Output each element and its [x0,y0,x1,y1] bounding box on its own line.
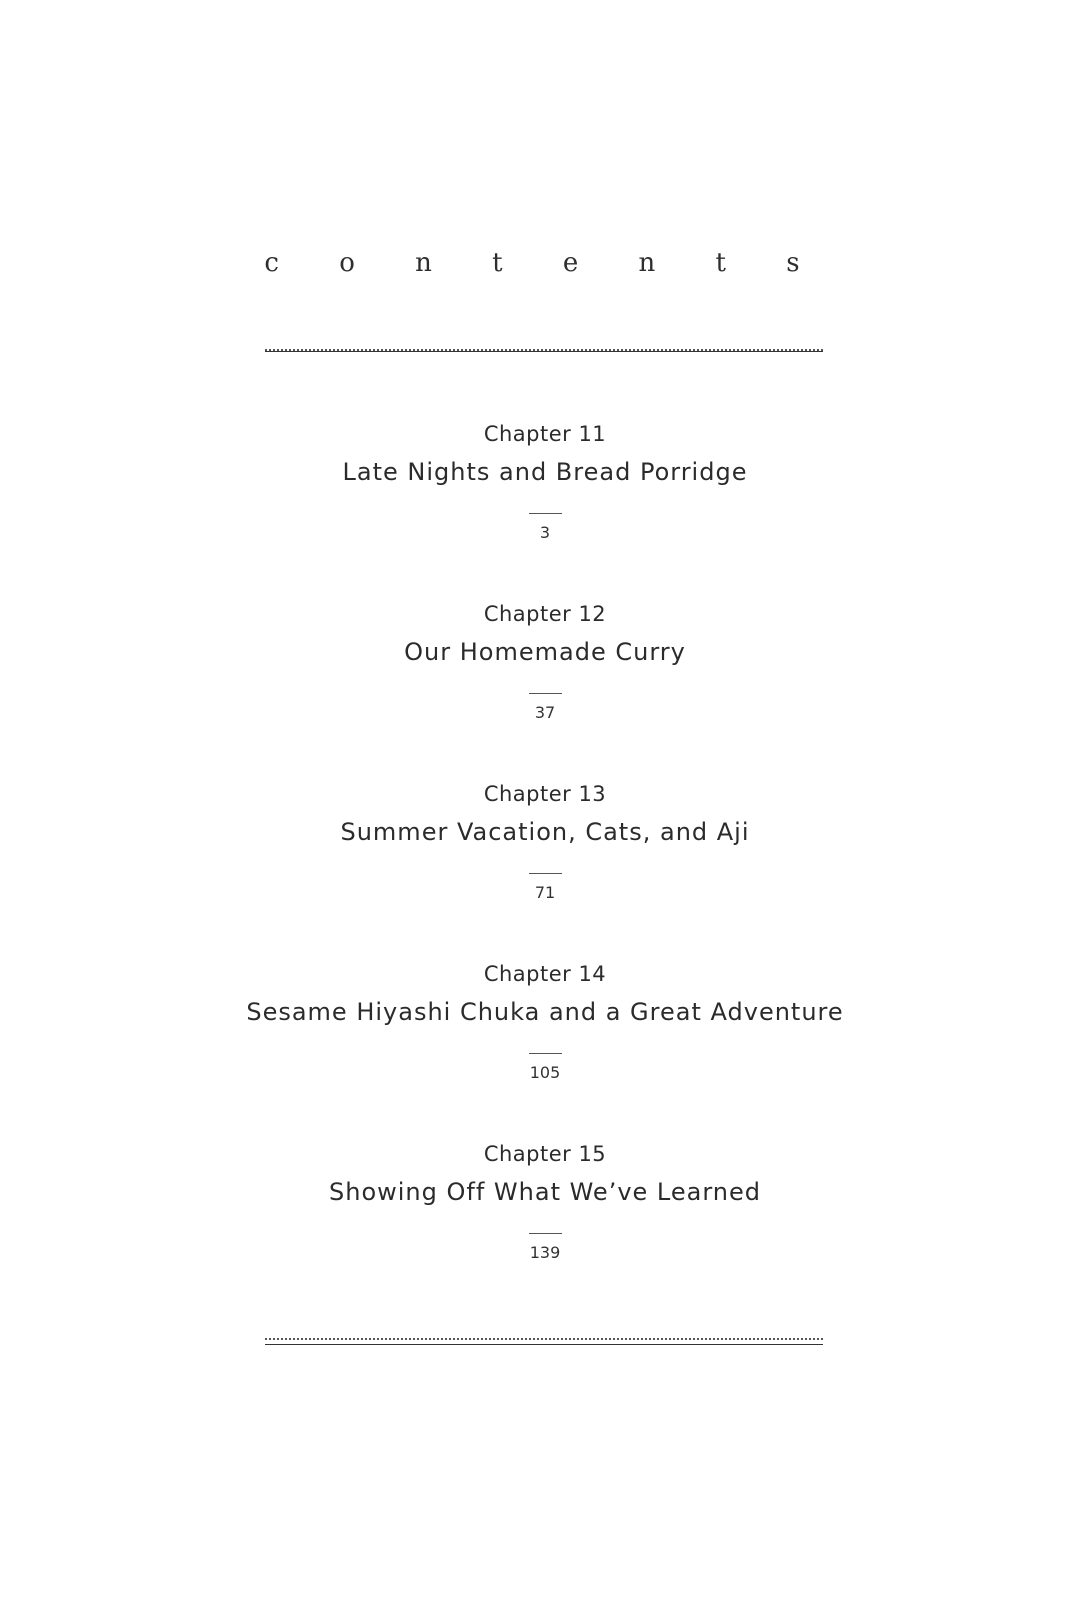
top-divider [265,349,823,356]
chapter-label: Chapter 15 [483,1142,607,1166]
chapter-page-number: 71 [534,883,556,902]
toc-entry-chapter-14[interactable] [0,960,1066,1140]
chapter-label: Chapter 13 [483,782,607,806]
chapter-title: Showing Off What We’ve Learned [329,1178,761,1206]
toc-entry-chapter-15[interactable] [0,1140,1066,1320]
chapter-label: Chapter 14 [483,962,607,986]
chapter-label: Chapter 11 [483,422,607,446]
chapter-rule [529,693,562,694]
bottom-divider-line [265,1344,823,1345]
chapter-title: Summer Vacation, Cats, and Aji [340,818,750,846]
chapter-title: Late Nights and Bread Porridge [342,458,748,486]
chapter-label: Chapter 12 [483,602,607,626]
toc-entry-chapter-11[interactable] [0,420,1066,600]
chapter-page-number: 3 [539,523,551,542]
chapter-page-number: 37 [534,703,556,722]
chapter-page-number: 139 [529,1243,561,1262]
chapter-title: Our Homemade Curry [404,638,686,666]
bottom-divider [265,1338,823,1345]
chapter-page-number: 105 [529,1063,561,1082]
chapter-title: Sesame Hiyashi Chuka and a Great Adventure [246,998,844,1026]
chapter-rule [529,873,562,874]
chapter-rule [529,1233,562,1234]
contents-heading: c o n t e n t s [264,248,826,278]
chapter-rule [529,1053,562,1054]
chapter-rule [529,513,562,514]
toc-entry-chapter-13[interactable] [0,780,1066,960]
toc-entry-chapter-12[interactable] [0,600,1066,780]
table-of-contents [0,420,1066,1320]
bottom-divider-dots [265,1338,823,1340]
top-divider-line [265,351,823,352]
